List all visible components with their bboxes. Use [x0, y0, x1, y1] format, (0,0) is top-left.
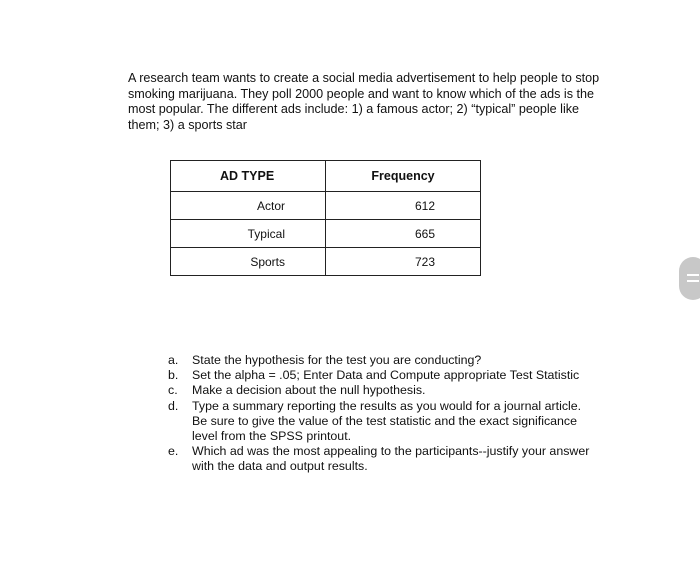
question-text: [192, 444, 618, 474]
question-line: Make a decision about the null hypothesis.: [192, 383, 426, 398]
question-line: level from the SPSS printout.: [192, 429, 352, 444]
question-text: [192, 368, 618, 383]
handle-bar: [687, 280, 699, 282]
question-text: [192, 383, 618, 398]
intro-paragraph: [128, 71, 628, 133]
table-row: [171, 248, 481, 276]
cell-frequency: 665: [326, 220, 481, 248]
list-item: [168, 383, 618, 398]
intro-line: them; 3) a sports star: [128, 117, 247, 132]
intro-line: most popular. The different ads include: 1) a famous actor; 2) “typical” people like: [128, 102, 580, 117]
cell-ad-type: Sports: [171, 248, 326, 276]
question-line: Which ad was the most appealing to the participants--justify your answer: [192, 444, 590, 459]
list-item: [168, 444, 618, 474]
list-marker: b.: [168, 368, 179, 383]
column-header-frequency: Frequency: [326, 161, 481, 192]
list-marker: e.: [168, 444, 179, 459]
table-row: [171, 220, 481, 248]
cell-ad-type: Actor: [171, 192, 326, 220]
intro-line: A research team wants to create a social media advertisement to help people to stop: [128, 71, 600, 85]
list-marker: d.: [168, 398, 179, 413]
question-line: Be sure to give the value of the test statistic and the exact significance: [192, 413, 578, 428]
question-text: [192, 399, 618, 445]
question-line: Set the alpha = .05; Enter Data and Compute appropriate Test Statistic: [192, 368, 580, 383]
cell-frequency: 723: [326, 248, 481, 276]
drag-handle-icon[interactable]: [679, 257, 700, 300]
table-row: [171, 192, 481, 220]
list-marker: a.: [168, 353, 179, 367]
frequency-table: [170, 160, 481, 276]
question-line: Type a summary reporting the results as you would for a journal article.: [192, 398, 582, 413]
column-header-ad-type: AD TYPE: [171, 161, 326, 192]
handle-bar: [687, 274, 699, 276]
table-header-row: [171, 161, 481, 192]
cell-frequency: 612: [326, 192, 481, 220]
list-item: [168, 353, 618, 368]
cell-ad-type: Typical: [171, 220, 326, 248]
question-list: [168, 353, 618, 475]
question-line: State the hypothesis for the test you are conducting?: [192, 353, 482, 367]
intro-line: smoking marijuana. They poll 2000 people and want to know which of the ads is the: [128, 86, 595, 101]
list-item: [168, 368, 618, 383]
question-line: with the data and output results.: [192, 459, 368, 474]
question-text: [192, 353, 618, 368]
list-item: [168, 399, 618, 445]
list-marker: c.: [168, 383, 178, 398]
